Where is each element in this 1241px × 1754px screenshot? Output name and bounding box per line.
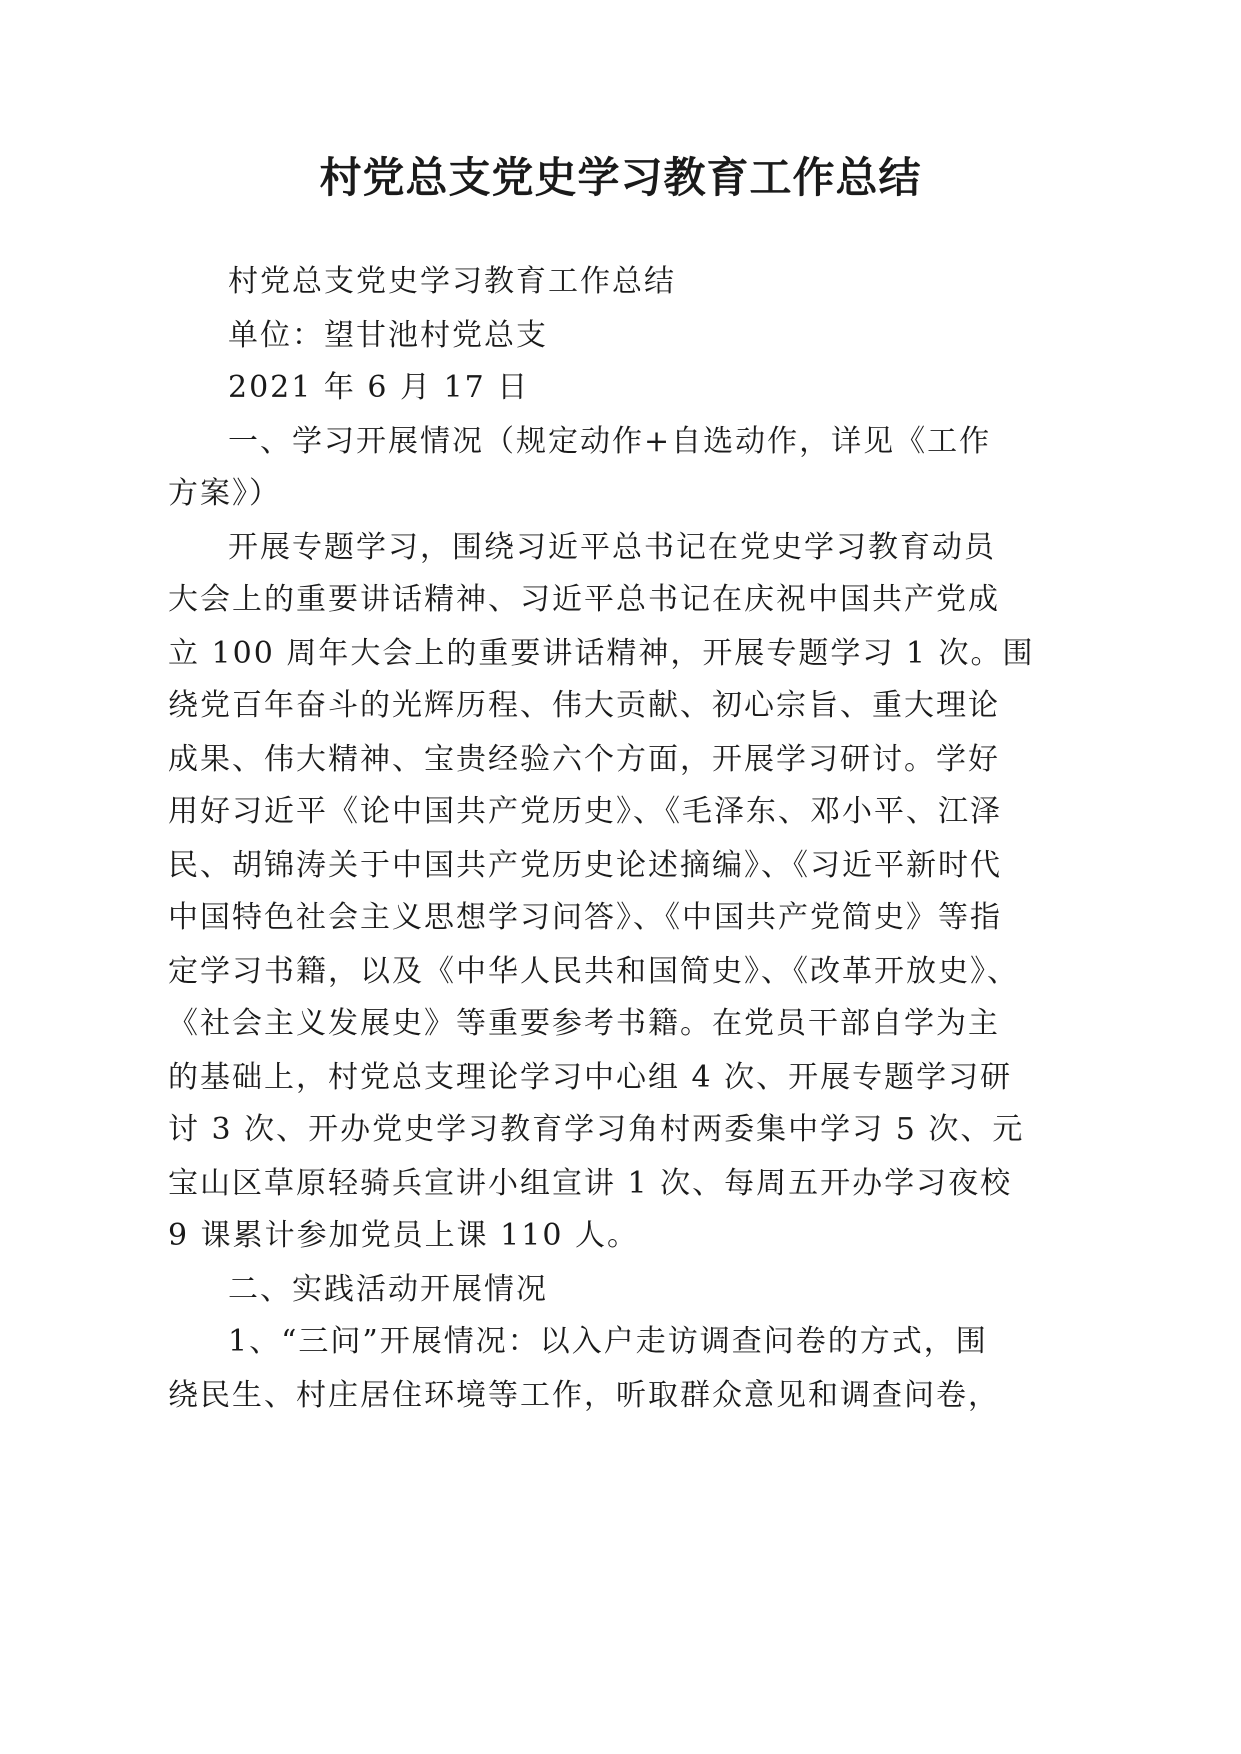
paragraph-line: 绕党百年奋斗的光辉历程、伟大贡献、初心宗旨、重大理论: [168, 688, 1000, 723]
paragraph-line: 定学习书籍，以及《中华人民共和国简史》、《改革开放史》、: [168, 954, 1019, 989]
paragraph-line: 立 100 周年大会上的重要讲话精神，开展专题学习 1 次。围: [168, 636, 1035, 671]
paragraph-line: 大会上的重要讲话精神、习近平总书记在庆祝中国共产党成: [168, 582, 1000, 617]
paragraph-line: 的基础上，村党总支理论学习中心组 4 次、开展专题学习研: [168, 1060, 1013, 1095]
subtitle-line: 村党总支党史学习教育工作总结: [228, 264, 676, 299]
paragraph-line: 9 课累计参加党员上课 110 人。: [168, 1218, 639, 1253]
section-heading-2: 二、实践活动开展情况: [228, 1272, 548, 1307]
paragraph-line: 绕民生、村庄居住环境等工作，听取群众意见和调查问卷，: [168, 1378, 1000, 1413]
paragraph-line: 用好习近平《论中国共产党历史》、《毛泽东、邓小平、江泽: [168, 794, 1002, 829]
paragraph-line: 开展专题学习，围绕习近平总书记在党史学习教育动员: [228, 530, 996, 565]
paragraph-line: 中国特色社会主义思想学习问答》、《中国共产党简史》等指: [168, 900, 1002, 935]
paragraph-line: 成果、伟大精神、宝贵经验六个方面，开展学习研讨。学好: [168, 742, 1000, 777]
paragraph-line: 1、“三问”开展情况：以入户走访调查问卷的方式，围: [228, 1324, 988, 1359]
section-heading-1-cont: 方案》）: [168, 476, 281, 511]
unit-line: 单位：望甘池村党总支: [228, 318, 548, 353]
section-heading-1: 一、学习开展情况（规定动作+自选动作，详见《工作: [228, 424, 992, 459]
paragraph-line: 讨 3 次、开办党史学习教育学习角村两委集中学习 5 次、元: [168, 1112, 1025, 1147]
paragraph-line: 《社会主义发展史》等重要参考书籍。在党员干部自学为主: [168, 1006, 1000, 1041]
paragraph-line: 民、胡锦涛关于中国共产党历史论述摘编》、《习近平新时代: [168, 848, 1002, 883]
document-title: 村党总支党史学习教育工作总结: [319, 153, 922, 202]
paragraph-line: 宝山区草原轻骑兵宣讲小组宣讲 1 次、每周五开办学习夜校: [168, 1166, 1013, 1201]
date-line: 2021 年 6 月 17 日: [228, 370, 530, 405]
